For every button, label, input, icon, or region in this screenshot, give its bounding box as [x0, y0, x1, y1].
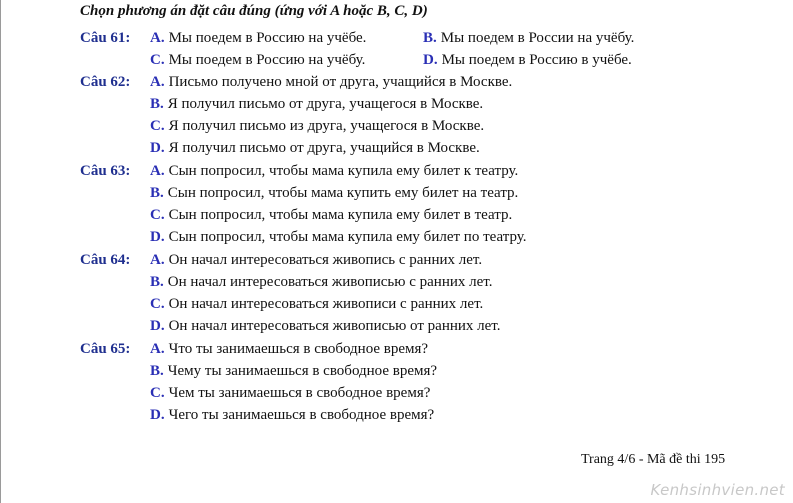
- option-63-a: [150, 163, 518, 180]
- option-letter: C.: [150, 385, 165, 401]
- option-text: Мы поедем в Россию на учёбу.: [168, 52, 366, 68]
- option-text: Я получил письмо из друга, учащегося в Москве.: [168, 118, 485, 134]
- option-64-b: [150, 274, 492, 291]
- option-text: Он начал интересоваться живописью от ранних лет.: [168, 318, 501, 334]
- question-label-63: Câu 63:: [80, 163, 131, 179]
- option-letter: B.: [150, 363, 164, 379]
- option-letter: D.: [150, 407, 165, 423]
- option-62-a: [150, 74, 512, 91]
- option-text: Он начал интересоваться живописью с ранних лет.: [167, 274, 493, 290]
- option-letter: B.: [423, 30, 437, 46]
- option-62-c: [150, 118, 484, 135]
- option-64-a: [150, 252, 482, 269]
- option-65-c: [150, 385, 430, 402]
- option-letter: D.: [150, 318, 165, 334]
- option-text: Мы поедем в Россию в учёбе.: [441, 52, 632, 68]
- option-61-b: [423, 30, 634, 47]
- watermark: Kenhsinhvien.net: [650, 481, 785, 499]
- option-63-b: [150, 185, 518, 202]
- option-61-d: [423, 52, 632, 69]
- option-letter: C.: [150, 207, 165, 223]
- page-footer: Trang 4/6 - Mã đề thi 195: [581, 452, 726, 467]
- question-label-61: Câu 61:: [80, 30, 131, 46]
- option-text: Что ты занимаешься в свободное время?: [168, 341, 429, 357]
- option-text: Он начал интересоваться живописи с ранних лет.: [168, 296, 484, 312]
- option-61-a: [150, 30, 366, 47]
- option-65-d: [150, 407, 434, 424]
- option-text: Чего ты занимаешься в свободное время?: [168, 407, 435, 423]
- option-text: Письмо получено мной от друга, учащийся в Москве.: [168, 74, 513, 90]
- option-letter: D.: [150, 229, 165, 245]
- option-62-d: [150, 140, 480, 157]
- option-63-c: [150, 207, 512, 224]
- option-letter: C.: [150, 118, 165, 134]
- option-61-c: [150, 52, 365, 69]
- option-text: Я получил письмо от друга, учащегося в Москве.: [167, 96, 484, 112]
- option-65-a: [150, 341, 428, 358]
- option-letter: D.: [423, 52, 438, 68]
- instruction-text: Chọn phương án đặt câu đúng (ứng với A hoặc B, C, D): [80, 3, 428, 19]
- option-letter: A.: [150, 30, 165, 46]
- option-letter: D.: [150, 140, 165, 156]
- option-letter: A.: [150, 74, 165, 90]
- option-62-b: [150, 96, 483, 113]
- option-65-b: [150, 363, 437, 380]
- option-letter: B.: [150, 274, 164, 290]
- option-text: Мы поедем в Россию на учёбе.: [168, 30, 367, 46]
- option-letter: A.: [150, 252, 165, 268]
- question-label-65: Câu 65:: [80, 341, 131, 357]
- option-text: Сын попросил, чтобы мама купила ему билет по театру.: [168, 229, 527, 245]
- option-text: Сын попросил, чтобы мама купила ему билет к театру.: [168, 163, 519, 179]
- option-text: Сын попросил, чтобы мама купить ему билет на театр.: [167, 185, 519, 201]
- question-label-62: Câu 62:: [80, 74, 131, 90]
- option-text: Чему ты занимаешься в свободное время?: [167, 363, 438, 379]
- question-label-64: Câu 64:: [80, 252, 131, 268]
- option-letter: A.: [150, 341, 165, 357]
- option-63-d: [150, 229, 527, 246]
- option-text: Мы поедем в России на учёбу.: [440, 30, 635, 46]
- option-letter: C.: [150, 52, 165, 68]
- option-letter: B.: [150, 185, 164, 201]
- option-text: Чем ты занимаешься в свободное время?: [168, 385, 431, 401]
- option-letter: C.: [150, 296, 165, 312]
- option-64-c: [150, 296, 483, 313]
- option-text: Он начал интересоваться живопись с ранних лет.: [168, 252, 483, 268]
- option-letter: B.: [150, 96, 164, 112]
- option-text: Сын попросил, чтобы мама купила ему билет в театр.: [168, 207, 513, 223]
- option-text: Я получил письмо от друга, учащийся в Москве.: [168, 140, 480, 156]
- option-letter: A.: [150, 163, 165, 179]
- option-64-d: [150, 318, 500, 335]
